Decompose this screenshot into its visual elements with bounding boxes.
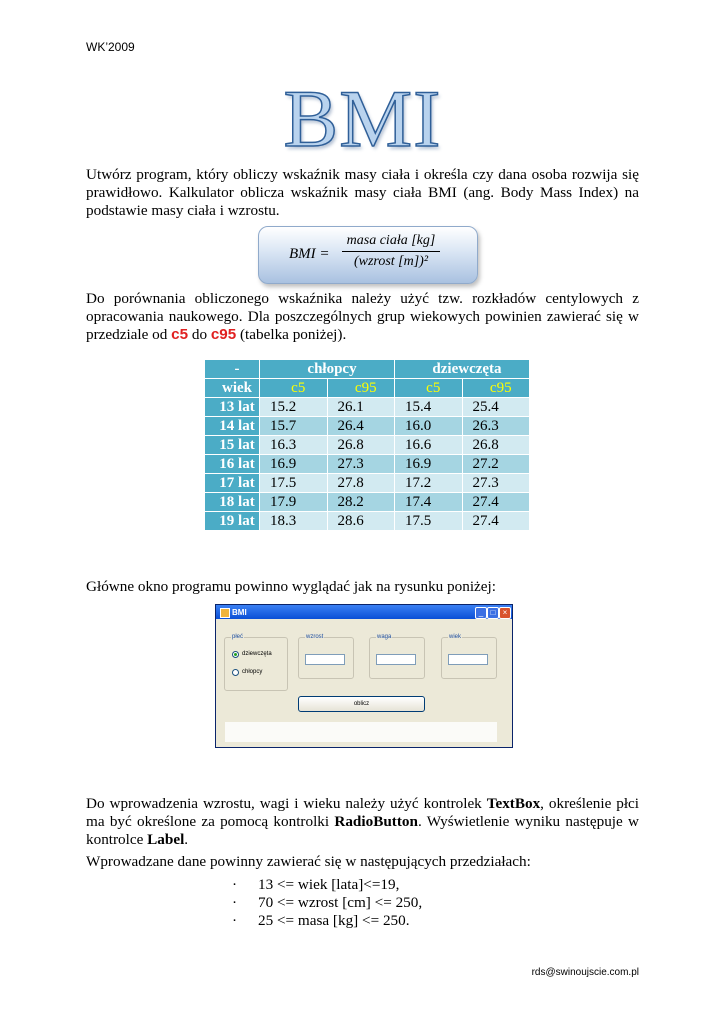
radio-girls[interactable] (232, 651, 239, 658)
row-age: 16 lat (205, 455, 260, 474)
controls-text-3: . Wyświetlenie wyniku następuje w kontrolce (86, 813, 639, 848)
table-cell: 17.5 (395, 512, 463, 531)
bullet-icon: · (232, 912, 238, 929)
controls-text-4: . (184, 831, 189, 848)
formula-lhs: BMI = (289, 246, 330, 262)
label-term: Label (147, 831, 185, 848)
girls-header: dziewczęta (395, 360, 530, 379)
radio-girls-label: dziewczęta (242, 651, 272, 657)
table-row (205, 398, 530, 417)
table-corner: - (205, 360, 260, 379)
table-cell: 16.9 (395, 455, 463, 474)
c5-label: c5 (171, 326, 189, 343)
table-row (205, 493, 530, 512)
textbox-term: TextBox (486, 795, 541, 812)
table-cell: 26.1 (327, 398, 395, 417)
centile-table (204, 359, 530, 531)
table-cell: 26.8 (462, 436, 530, 455)
minimize-icon[interactable]: _ (475, 607, 487, 619)
controls-paragraph (86, 795, 639, 849)
formula-numerator: masa ciała [kg] (342, 233, 440, 252)
boys-c95-header: c95 (327, 379, 395, 398)
close-icon[interactable]: × (499, 607, 511, 619)
boys-header: chłopcy (260, 360, 395, 379)
table-cell: 27.3 (462, 474, 530, 493)
row-age: 17 lat (205, 474, 260, 493)
table-cell: 27.2 (462, 455, 530, 474)
table-row (205, 512, 530, 531)
table-subheader-row (205, 379, 530, 398)
row-age: 14 lat (205, 417, 260, 436)
height-input[interactable] (305, 654, 345, 665)
height-group-label: wzrost (306, 634, 324, 640)
bullet-icon: · (232, 894, 238, 911)
table-cell: 17.2 (395, 474, 463, 493)
height-group (298, 634, 354, 679)
range-text: 70 <= wzrost [cm] <= 250, (258, 894, 423, 911)
table-header-row (205, 360, 530, 379)
calculate-button[interactable]: oblicz (298, 696, 425, 712)
row-age: 15 lat (205, 436, 260, 455)
controls-text-2: , określenie płci ma być określone za pomocą kontrolki (86, 795, 640, 830)
formula-fraction (342, 233, 440, 270)
table-cell: 27.3 (327, 455, 395, 474)
weight-group (369, 634, 425, 679)
girls-c5-header: c5 (395, 379, 463, 398)
table-cell: 25.4 (462, 398, 530, 417)
table-cell: 26.8 (327, 436, 395, 455)
bullet-icon: · (232, 876, 238, 893)
c95-label: c95 (210, 326, 237, 343)
table-row (205, 455, 530, 474)
table-cell: 17.5 (260, 474, 328, 493)
page-header: WK’2009 (86, 40, 135, 54)
radiobutton-term: RadioButton (334, 813, 418, 830)
compare-text-middle: do (191, 326, 208, 343)
age-header: wiek (205, 379, 260, 398)
table-cell: 26.4 (327, 417, 395, 436)
weight-input[interactable] (376, 654, 416, 665)
range-text: 25 <= masa [kg] <= 250. (258, 912, 410, 929)
intro-paragraph: Utwórz program, który obliczy wskaźnik masy ciała i określa czy dana osoba rozwija się prawidłowo. Kalkulator oblicza wskaźnik masy ciała BMI (ang. Body Mass Index) na podstawie masy ciała i wzrostu. (86, 166, 639, 219)
table-cell: 15.7 (260, 417, 328, 436)
row-age: 19 lat (205, 512, 260, 531)
table-cell: 27.4 (462, 493, 530, 512)
table-cell: 17.4 (395, 493, 463, 512)
formula-denominator: (wzrost [m])² (353, 254, 429, 269)
table-cell: 26.3 (462, 417, 530, 436)
table-cell: 15.4 (395, 398, 463, 417)
table-cell: 16.6 (395, 436, 463, 455)
table-cell: 16.0 (395, 417, 463, 436)
app-icon (220, 608, 230, 618)
table-cell: 28.6 (327, 512, 395, 531)
table-row (205, 436, 530, 455)
table-row (205, 417, 530, 436)
window-intro: Główne okno programu powinno wyglądać jak na rysunku poniżej: (86, 578, 496, 595)
footer-email: rds@swinoujscie.com.pl (531, 967, 639, 978)
boys-c5-header: c5 (260, 379, 328, 398)
controls-text-1: Do wprowadzenia wzrostu, wagi i wieku należy użyć kontrolek (86, 795, 487, 812)
range-text: 13 <= wiek [lata]<=19, (258, 876, 400, 893)
maximize-icon[interactable]: □ (487, 607, 499, 619)
window-titlebar[interactable] (216, 605, 512, 619)
weight-group-label: waga (377, 634, 392, 640)
radio-boys-label: chłopcy (242, 669, 263, 675)
table-cell: 17.9 (260, 493, 328, 512)
table-cell: 16.3 (260, 436, 328, 455)
table-cell: 27.8 (327, 474, 395, 493)
table-row (205, 474, 530, 493)
compare-text-after: (tabelka poniżej). (240, 326, 347, 343)
ranges-intro: Wprowadzane dane powinny zawierać się w następujących przedziałach: (86, 853, 531, 870)
table-cell: 15.2 (260, 398, 328, 417)
table-cell: 27.4 (462, 512, 530, 531)
radio-boys[interactable] (232, 669, 239, 676)
age-input[interactable] (448, 654, 488, 665)
row-age: 13 lat (205, 398, 260, 417)
age-group-label: wiek (449, 634, 462, 640)
table-cell: 16.9 (260, 455, 328, 474)
window-title: BMI (232, 608, 247, 617)
gender-group (224, 634, 288, 691)
gender-group-label: płeć (232, 634, 244, 640)
table-cell: 28.2 (327, 493, 395, 512)
compare-text-before: Do porównania obliczonego wskaźnika należy użyć tzw. rozkładów centylowych z opracowania naukowego. Dla poszczególnych grup wiekowych powinien zawierać się w przedziale od (86, 290, 639, 343)
page-title: BMI (283, 73, 442, 164)
bmi-formula (258, 226, 478, 284)
bmi-window (215, 604, 513, 748)
result-label (225, 722, 497, 742)
table-cell: 18.3 (260, 512, 328, 531)
compare-paragraph (86, 290, 639, 344)
girls-c95-header: c95 (462, 379, 530, 398)
row-age: 18 lat (205, 493, 260, 512)
age-group (441, 634, 497, 679)
